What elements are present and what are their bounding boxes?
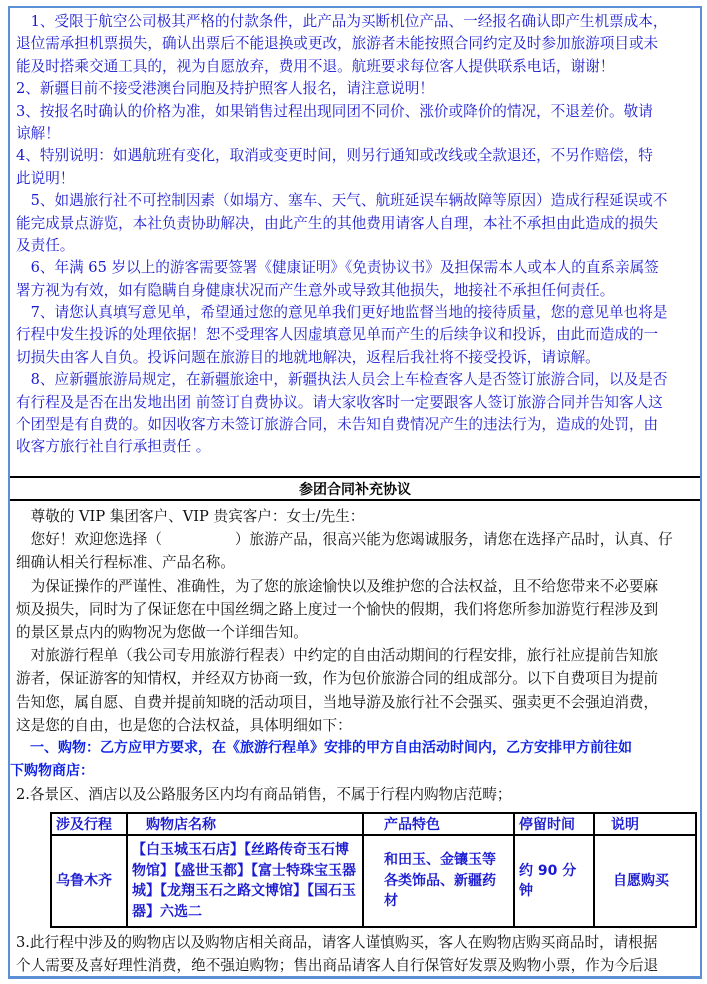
table-header-row [51,813,696,835]
text-line: 退位需承担机票损失，确认出票后不能退换或更改，旅游者未能按照合同约定及时参加旅游项目或未 [16,35,659,53]
text-line: 能完成景点游览，本社负责协助解决，由此产生的其他费用请客人自理，本社不承担由此造成的损失 [16,214,659,232]
shopping-heading-cont: 下购物商店： [10,763,94,780]
text-line: 收客方旅行社自行承担责任 。 [16,438,211,456]
text-line: 游者，保证游客的知情权，并经双方协商一致，作为包价旅游合同的组成部分。以下自费项目为提前 [16,670,659,688]
text-line: 4、特别说明：如遇航班有变化，取消或变更时间，则另行通知或改线或全款退还，不另作赔偿，特 [16,147,653,165]
text-line: 署方视为有效，如有隐瞒自身健康状况而产生意外或导致其他损失，地接社不承担任何责任。 [16,281,615,299]
cell-note: 自愿购买 [594,835,696,927]
text-line: 谅解！ [16,124,60,142]
shopping-heading: 一、购物：乙方应甲方要求，在《旅游行程单》安排的甲方自由活动时间内，乙方安排甲方前往如 [16,739,632,756]
text-line: 为保证操作的严谨性、准确性，为了您的旅途愉快以及维护您的合法权益，且不给您带来不必要麻 [16,577,659,595]
text-line: 5、如遇旅行社不可控制因素（如塌方、塞车、天气、航班延误车辆故障等原因）造成行程延误或不 [16,192,668,210]
cell-shops: 【白玉城玉石店】【丝路传奇玉石博物馆】【盛世玉都】【富士特珠宝玉器城】【龙翔玉石之路文博馆】【国石玉器】六选二 [127,835,363,927]
shopping-table [50,812,697,928]
cell-duration: 约 90 分钟 [514,835,594,927]
notes-section [10,11,700,459]
text-line: 个团型是有自费的。如因收客方未签订旅游合同，未告知自费情况产生的违法行为，造成的处罚，由 [16,416,659,434]
agreement-body [10,505,700,806]
item-3 [10,931,700,977]
text-line: 2、新疆目前不接受港澳台同胞及持护照客人报名，请注意说明！ [16,80,434,98]
text-line: 切损失由客人自负。投诉问题在旅游目的地就地解决，返程后我社将不接受投诉，请谅解。 [16,348,600,366]
text-line: 您好！欢迎您选择（ ）旅游产品，很高兴能为您竭诚服务，请您在选择产品时，认真、仔 [16,531,673,549]
divider [10,499,700,501]
header-note: 说明 [594,813,696,835]
text-line: 这是您的自由，也是您的合法权益，具体明细如下： [16,716,352,734]
document-page [8,6,702,979]
divider [10,476,700,478]
table-row [51,835,696,927]
text-line: 的景区景点内的购物况为您做一个详细告知。 [16,623,308,641]
cell-features: 和田玉、金镶玉等各类饰品、新疆药材 [363,835,514,927]
text-line: 及责任。 [16,236,75,254]
agreement-title: 参团合同补充协议 [299,482,411,498]
text-line: 有行程及是否在出发地出团 前签订自费协议。请大家收客时一定要跟客人签订旅游合同并告知客人这 [16,393,663,411]
item-2: 2.各景区、酒店以及公路服务区内均有商品销售，不属于行程内购物店范畴； [16,786,512,804]
text-line: 对旅游行程单（我公司专用旅游行程表）中约定的自由活动期间的行程安排，旅行社应提前告知旅 [16,647,659,665]
cell-route: 乌鲁木齐 [51,835,127,927]
text-line: 1、受限于航空公司极其严格的付款条件，此产品为买断机位产品、一经报名确认即产生机票成本， [16,13,668,30]
text-line: 3.此行程中涉及的购物店以及购物店相关商品，请客人谨慎购买，客人在购物店购买商品时，请根据 [16,934,658,951]
text-line: 告知您，属自愿、自费并提前知晓的活动项目，当地导游及旅行社不会强买、强卖更不会强迫消费， [16,693,659,711]
text-line: 6、年满 65 岁以上的游客需要签署《健康证明》《免责协议书》及担保需本人或本人的直系亲属签 [16,259,659,277]
header-shop: 购物店名称 [127,813,363,835]
text-line: 此说明！ [16,169,75,187]
text-line: 8、应新疆旅游局规定，在新疆旅途中，新疆执法人员会上车检查客人是否签订旅游合同，以及是否 [16,371,668,389]
text-line: 个人需要及喜好理性消费，绝不强迫购物；售出商品请客人自行保管好发票及购物小票，作为今后退 [16,957,659,974]
text-line: 7、请您认真填写意见单，希望通过您的意见单我们更好地监督当地的接待质量，您的意见单也将是 [16,304,668,322]
text-line: 行程中发生投诉的处理依据！恕不受理客人因虚填意见单而产生的后续争议和投诉，由此而造成的一 [16,326,659,344]
text-line: 细确认相关行程标准、产品名称。 [16,554,235,572]
text-line: 能及时搭乘交通工具的，视为自愿放弃，费用不退。航班要求每位客人提供联系电话，谢谢！ [16,57,615,75]
text-line: 烦及损失，同时为了保证您在中国丝绸之路上度过一个愉快的假期，我们将您所参加游览行程涉及到 [16,600,659,618]
text-line: 尊敬的 VIP 集团客户、VIP 贵宾客户：女士/先生： [16,508,365,525]
text-line: 3、按报名时确认的价格为准，如果销售过程出现同团不同价、涨价或降价的情况，不退差价。敬请 [16,102,653,120]
header-features: 产品特色 [363,813,514,835]
header-route: 涉及行程 [51,813,127,835]
header-duration: 停留时间 [514,813,594,835]
